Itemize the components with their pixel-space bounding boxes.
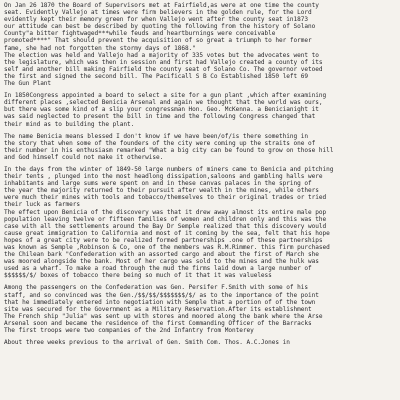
paragraph-county-seat <box>4 2 396 87</box>
text-line: was moored alongside the bank. Most of her cargo was sold to the mines and the hulk was <box>4 258 319 266</box>
text-line: the year the majority returned to their pursuit after wealth in the mines, while others <box>4 187 319 195</box>
text-line: $$$$$$/$/ boxes of tobacco there being so much of it that it was valueless <box>4 272 272 280</box>
text-line: hopes of a great city were to be realized formed partnerships .one of these partnerships <box>4 236 323 244</box>
text-line: fame, she had not forgotten the stormy days of 1868." <box>4 44 196 52</box>
text-line: The French ship "Julia" was sent up with stores and moored along the bank where the Arse <box>4 312 323 320</box>
text-line: were much their mines with tools and tobacco/themselves to their original trades or tried <box>4 194 327 202</box>
paragraph-confederation <box>4 284 396 334</box>
text-line: Among the passengers on the Confederation was Gen. Persifer F.Smith with some of his <box>4 284 308 292</box>
text-line: but there was some kind of a slip your congressman Hon. Geo. McKenna. a Benicianight it <box>4 106 319 114</box>
paragraph-name-benicia <box>4 133 396 161</box>
paragraph-gold-rush <box>4 166 396 280</box>
text-line: self and another bill making Fairfield the county seat of Solano Co. The governor vetoed <box>4 65 323 73</box>
text-line: staff, and so convinced was the Gen./$$/$$/$$$$$$$/$/ as to the importance of the point <box>4 291 319 299</box>
text-line: different places ,selected Benicia Arsenal and again we thought that the world was ours, <box>4 99 323 107</box>
text-line: evidently kept their memory green for when Vallejo went after the county seat in1873 <box>4 16 308 24</box>
text-line: and God himself could not make it otherwise. <box>4 153 164 161</box>
text-line: Arsenal soon and became the residence of the first Commanding Officer of the Barracks <box>4 319 312 327</box>
section-heading: The Gun Plant <box>4 80 52 88</box>
text-line: site was secured for the Government as a Military Reservation.After its establishment <box>4 305 312 313</box>
text-line: their tents , plunged into the most headlong dissipation,saloons and gambling halls were <box>4 173 323 181</box>
text-line: inhabitants and large sums were spent on and in these canvas palaces in the spring of <box>4 180 312 188</box>
text-line: their mind as to building the plant. <box>4 120 135 128</box>
text-line: our attitude can best be described by quoting the following from the history of Solano <box>4 23 316 31</box>
text-line: About three weeks previous to the arrival of Gen. Smith Com. Thos. A.C.Jones in <box>4 339 290 347</box>
text-line: the first and signed the second bill. The Pacificall S B Co Established 1850 left 69 <box>4 72 308 80</box>
paragraph-commodore-jones <box>4 339 396 346</box>
text-line: the Chilean bark "Confederation with an assorted cargo and about the first of March she <box>4 251 319 259</box>
text-line: population leaving twelve or fifteen families of women and children only and this was the <box>4 215 327 223</box>
text-line: the legislature, which was then in session and first had Vallejo created a county of its <box>4 58 323 66</box>
text-line: In 1850Congress appointed a board to select a site for a gun plant ,which after examining <box>4 92 327 100</box>
text-line: seat. Evidently Vallejo at times were firm believers in the golden rule, for the Lord <box>4 9 312 17</box>
text-line: In the days from the winter of 1849-50 large numbers of miners came to Benicia and pitching <box>4 165 334 173</box>
text-line: case with all the settlements around the Bay Dr Semple realized that this discovery would <box>4 222 327 230</box>
text-line: used as a wharf. To make a road through the mud the firms laid down a large number of <box>4 265 312 273</box>
text-line: cause great immigration to California and most of it coming by the sea, felt that his hope <box>4 229 330 237</box>
text-line: promoted****" That should prevent the acquisition of so great a triumph to her former <box>4 37 312 45</box>
text-line: their luck as farmers <box>4 201 80 209</box>
paragraph-gun-plant <box>4 92 396 127</box>
text-line: was said neglected to present the bill in time and the following Congress changed that <box>4 113 316 121</box>
text-line: The effect upon Benicia of the discovery was that it drew away almost its entire male pop <box>4 208 327 216</box>
text-line: County"a bitter fightwaged***while feuds and heartburnings were conceivable <box>4 30 276 38</box>
text-line: was known as Semple ,Robinson & Co, one of the members was R.M.Rimmer. this firm purchased <box>4 244 330 251</box>
text-line: On Jan 26 1870 the Board of Supervisors met at Fairfield,as were at one time the county <box>4 2 319 9</box>
text-line: the story that when some of the founders of the city were coming up the straits one of <box>4 139 316 147</box>
text-line: The name Benicia means blessed I don't know if we have been/of/is there something in <box>4 132 308 140</box>
text-line: The election was held and Vallejo had a majority of 335 votes but the advocates went to <box>4 51 319 59</box>
text-line: their number in his enthusiasm remarked "What a big city can be found to grow on those hill <box>4 146 334 154</box>
text-line: that he immediately entered into negotiation with Semple that a portion of of the town <box>4 298 316 306</box>
text-line: The first troops were two companies of the 2nd Infantry from Monterey <box>4 327 254 335</box>
